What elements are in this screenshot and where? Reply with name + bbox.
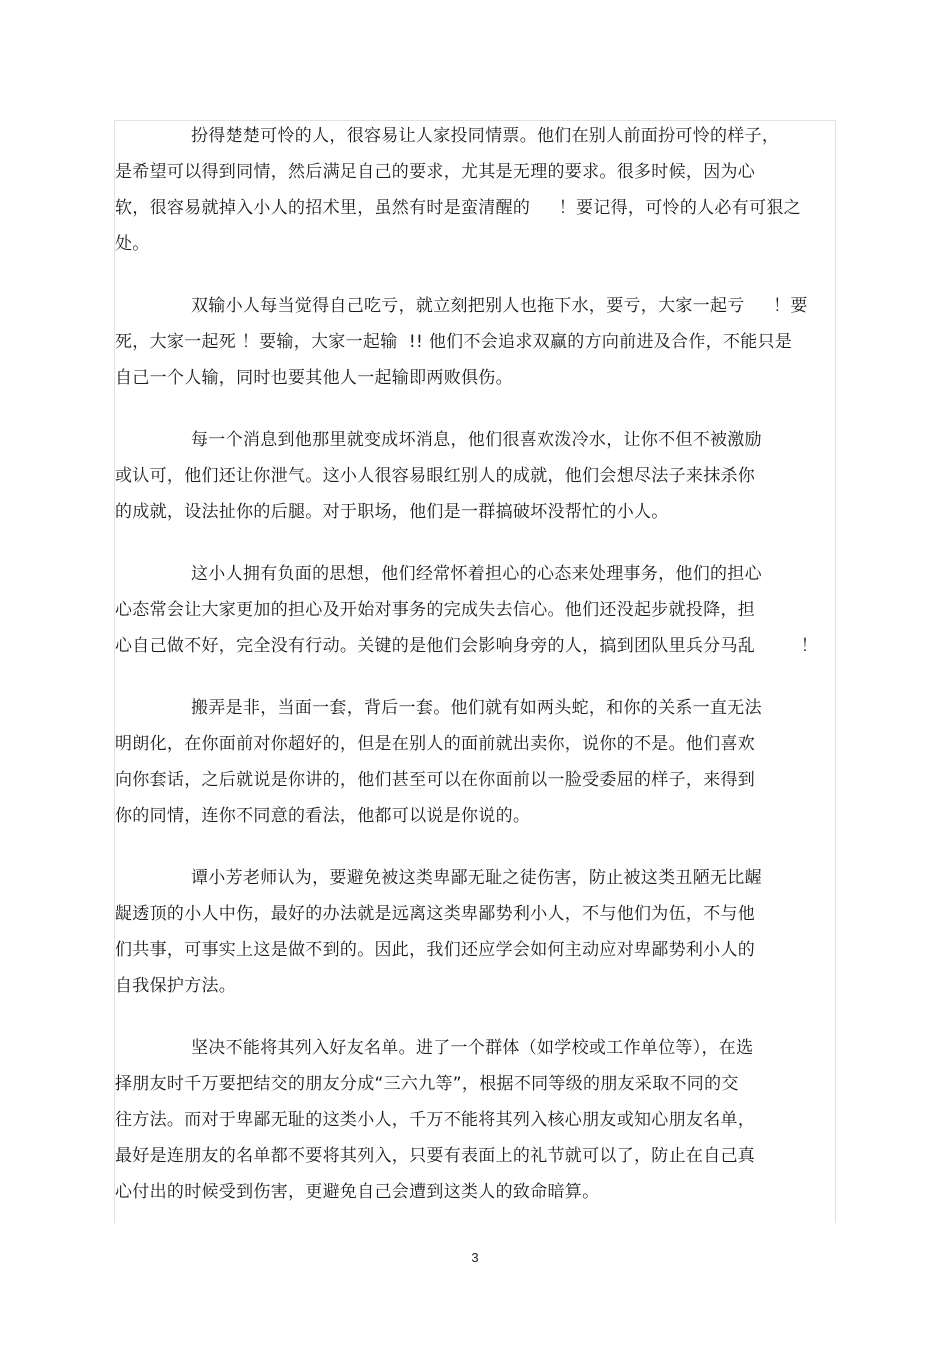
text-line: 你的同情，连你不同意的看法，他都可以说是你说的。 xyxy=(115,806,531,826)
text-line: 明朗化，在你面前对你超好的，但是在别人的面前就出卖你，说你的不是。他们喜欢 xyxy=(115,734,756,754)
text-line: 这小人拥有负面的思想，他们经常怀着担心的心态来处理事务，他们的担心 xyxy=(191,564,762,584)
text-line: 死，大家一起死 ！要输，大家一起输 !! 他们不会追求双赢的方向前进及合作，不能只是 xyxy=(115,332,793,352)
text-line: 谭小芳老师认为，要避免被这类卑鄙无耻之徒伤害，防止被这类丑陋无比龌 xyxy=(191,868,762,888)
paragraph-1 xyxy=(115,118,833,262)
text-line: 搬弄是非，当面一套，背后一套。他们就有如两头蛇，和你的关系一直无法 xyxy=(191,698,762,718)
text-line: 往方法。而对于卑鄙无耻的这类小人，千万不能将其列入核心朋友或知心朋友名单， xyxy=(115,1110,756,1130)
document-body xyxy=(115,118,833,1236)
text-line: 软，很容易就掉入小人的招术里，虽然有时是蛮清醒的 ！要记得，可怜的人必有可狠之 xyxy=(115,198,801,218)
text-line: 是希望可以得到同情，然后满足自己的要求，尤其是无理的要求。很多时候，因为心 xyxy=(115,162,756,182)
text-line: 自我保护方法。 xyxy=(115,976,237,996)
text-line: 双输小人每当觉得自己吃亏，就立刻把别人也拖下水，要亏，大家一起亏 ！要 xyxy=(191,296,808,316)
text-line: 们共事，可事实上这是做不到的。因此，我们还应学会如何主动应对卑鄙势利小人的 xyxy=(115,940,756,960)
text-line: 心付出的时候受到伤害，更避免自己会遭到这类人的致命暗算。 xyxy=(115,1182,600,1202)
paragraph-7 xyxy=(115,1030,833,1210)
text-line: 扮得楚楚可怜的人，很容易让人家投同情票。他们在别人前面扮可怜的样子， xyxy=(191,126,780,146)
text-line: 或认可，他们还让你泄气。这小人很容易眼红别人的成就，他们会想尽法子来抹杀你 xyxy=(115,466,756,486)
text-line: 择朋友时千万要把结交的朋友分成“三六九等”，根据不同等级的朋友采取不同的交 xyxy=(115,1074,739,1094)
text-line: 的成就，设法扯你的后腿。对于职场，他们是一群搞破坏没帮忙的小人。 xyxy=(115,502,669,522)
text-line: 向你套话，之后就说是你讲的，他们甚至可以在你面前以一脸受委屈的样子，来得到 xyxy=(115,770,756,790)
text-line: 每一个消息到他那里就变成坏消息，他们很喜欢泼冷水，让你不但不被激励 xyxy=(191,430,762,450)
paragraph-5 xyxy=(115,690,833,834)
text-line: 心态常会让大家更加的担心及开始对事务的完成失去信心。他们还没起步就投降，担 xyxy=(115,600,756,620)
paragraph-4 xyxy=(115,556,833,664)
paragraph-3 xyxy=(115,422,833,530)
text-line: 自己一个人输，同时也要其他人一起输即两败俱伤。 xyxy=(115,368,513,388)
text-line: 坚决不能将其列入好友名单。进了一个群体（如学校或工作单位等），在选 xyxy=(191,1038,754,1058)
text-line: 心自己做不好，完全没有行动。关键的是他们会影响身旁的人，搞到团队里兵分马乱 ！ xyxy=(115,636,819,656)
paragraph-2 xyxy=(115,288,833,396)
text-line: 最好是连朋友的名单都不要将其列入，只要有表面上的礼节就可以了，防止在自己真 xyxy=(115,1146,756,1166)
paragraph-6 xyxy=(115,860,833,1004)
page-number: 3 xyxy=(471,1250,479,1265)
text-line: 处。 xyxy=(115,234,150,254)
text-line: 龊透顶的小人中伤，最好的办法就是远离这类卑鄙势利小人，不与他们为伍，不与他 xyxy=(115,904,756,924)
